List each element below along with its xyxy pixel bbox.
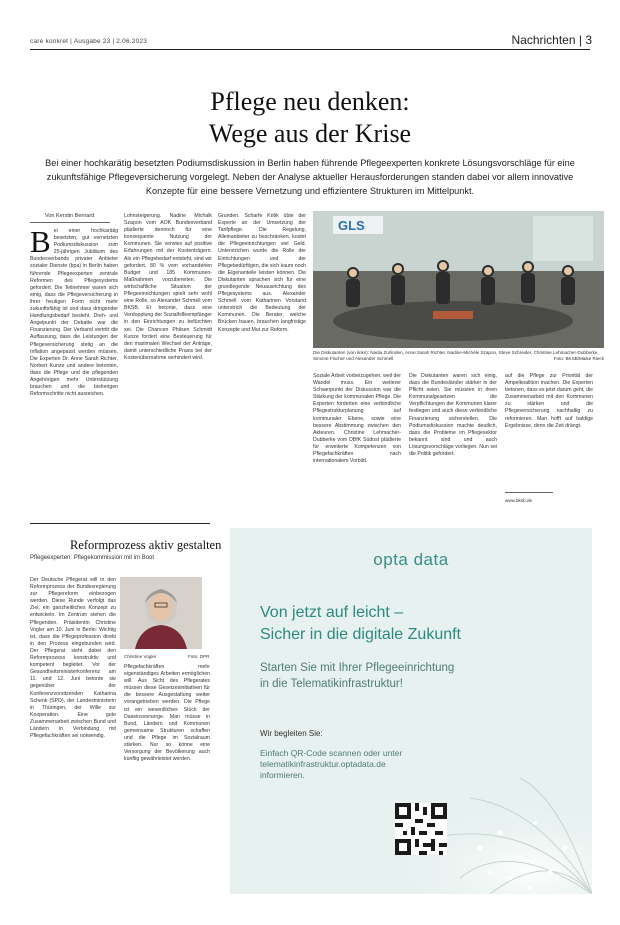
ad-headline-line-2: Sicher in die digitale Zukunft <box>260 626 461 643</box>
header-rule <box>30 49 590 50</box>
podium-photo <box>313 211 604 348</box>
drop-cap: B <box>30 228 51 259</box>
title-line-2: Wege aus der Krise <box>208 119 412 148</box>
article-lead: Bei einer hochkarätig besetzten Podiumsdiskussion in Berlin haben führende Pflegeexperten konkrete Lösungsvorschläge für eine zukunftsfähige Pflegeversicherung vorgelegt. Neben der Analyse aktueller Herausforderungen standen dabei vor allem innovative Konzepte für eine bessere Vernetzung und effizientere Strukturen im Mittelpunkt. <box>45 158 575 196</box>
ad-cta-text <box>260 748 402 781</box>
portrait-image <box>120 577 202 649</box>
ad-subline-line-2: in die Telematikinfrastruktur! <box>260 678 403 690</box>
portrait-caption: Christine Vogler <box>124 654 157 659</box>
article-column-1 <box>30 228 118 525</box>
sidebar-lead: Pflegeexperten: Pflegekommission mit im Boot <box>30 555 155 561</box>
ad-subline-line-1: Starten Sie mit Ihrer Pflegeeinrichtung <box>260 662 455 674</box>
ad-cta-url[interactable]: telematikinfrastruktur.optadata.de <box>260 759 386 769</box>
portrait-credit: Foto: DPR <box>188 654 210 659</box>
podium-photo-image <box>313 211 604 348</box>
portrait-photo <box>120 577 202 649</box>
article-column-2: Lohnsteigerung. Nadine Michalk Szapon vom AOK Bundesverband plädierte dennoch für eine konsequente Nutzung der Kommunen. Sie verwies auf positive Erfahrungen mit der Kostenträgern. Als ein Pflegebedarf entsteht, sind wir gefordert, 80 % vom vorhandenen Budget und 185 Kommunen-Maßnahmen vorzubereiten. Die wirtschaftliche Situation der Pflegeeinrichtungen spielt sehr wohl eine Rolle, so Alexander Schmell vom BKSB. Er betonte, dass eine Verdopplung der Sozialhilfeempfänger in den Einrichtungen zu befürchten sei. Die Chancen Philsen Schmidt Kunze fordert eine Besteuerung für den maximalen Wechsel der Anträge, damit unterschiedliche Praxis bei der Kostenübernahme verhindert wird. <box>124 213 212 361</box>
sidebar-title: Reformprozess aktiv gestalten <box>70 538 222 552</box>
ad-headline <box>260 602 461 646</box>
sidebar-column-2: Pflegefachkräften mehr eigenständiges Arbeiten ermöglichen will. Aus Sicht des Pflegerates müssen diese Gesetzesinitiativen für die bessere Ausgestaltung weiter vorangetrieben werden. Die Pflege ist ein wesentliches Stück der Daseinsvorsorge. Man müsse in Bund, Ländern und Kommunen gemeinsame Strukturen schaffen und die Pflege im Sozialraum stärken. Nur so könne eine Versorgung der Bevölkerung auch künftig gewährleistet werden. <box>124 664 210 763</box>
article-column-5: Die Diskutanten waren sich einig, dass die Bundesländer stärker in der Pflicht seien. Sie müssten in ihren Kommunalgesetzen die Verpflichtungen der Kommunen klarer festlegen und auch diese verbindliche Finanzierung sicherstellen. Die Podiumsdiskussion machte deutlich, dass die Probleme im Pflegesektor bekannt sind und auch Lösungsvorschläge vorliegen. Nun sei die Politik gefordert. <box>409 373 497 458</box>
ad-headline-line-1: Von jetzt auf leicht – <box>260 604 404 621</box>
qr-code-image <box>395 803 447 855</box>
byline-rule <box>30 222 110 223</box>
byline: Von Kerstin Bernard <box>45 213 95 219</box>
opta-data-advertisement[interactable] <box>230 528 592 894</box>
column-1-text: ei einer hochkarätig besetzten, gut vernetzten Podiumsdiskussion zum 25-jährigen Jubiläum des Bundesverbands privater Anbieter sozialer Dienste (bpa) in Berlin haben führende Pflegeexperten zentrale Reformen des Pflegesystems gefordert. Die Teilnehmer waren sich einig, dass die Pflegeversicherung in ihrer heutigen Form nicht mehr zukunftsfähig ist und dass dringender Handlungsbedarf besteht. Dreh- und Angelpunkt der Debatte war die Finanzierung. Der Verband vertritt die Auffassung, dass die Leistungen der Pflegeversicherung stetig an die Inflation angepasst werden müssen. Die Experten Dr. Anne Sarah Richter, Norbert Kunze und andere betonten, dass die Pflege und die pflegenden Angehörigen mehr Unterstützung brauchen und die bisherigen Reformschritte nicht ausreichen. <box>30 228 118 398</box>
article-column-4: Soziale Arbeit vorbeizugehen, weil der Wandel muss. Ein weiterer Schwerpunkt der Diskussion war die Stärkung der kommunalen Pflege. Die Experten forderten eine verbindliche Pflegestrukturplanung auf kommunaler Ebene, sowie eine bessere Abstimmung zwischen den Akteuren. Christine Lehmacher-Dubberke vom DBfK Südost plädierte für erweiterte Kompetenzen von Pflegefachkräften nach internationalem Vorbild. <box>313 373 401 465</box>
section-divider <box>30 523 210 524</box>
section-page-number: Nachrichten | 3 <box>511 33 592 47</box>
website-link[interactable]: www.bksb.de <box>505 498 533 503</box>
photo-caption <box>313 350 604 362</box>
opta-data-logo: opta data <box>373 550 449 569</box>
end-rule <box>505 492 553 493</box>
article-column-3: Grunden. Scharfe Kritik übte der Experte an der Umsetzung der Tarifpflege. Die Regelung, Alleinanbieter zu beschränken, kostet die Pflegeeinrichtungen viel Geld. Unterstrichen wurde die Rolle der Einrichtungen und der Pflegebedürftigen, die sich kaum noch die Eigenanteile leisten können. Die Diskutanten sprachen sich für eine grundlegende Neuausrichtung des Pflegesystems aus. Alexander Schmell vom Katharinen Vorstand unterstrich die Bedeutung der Kommunen. Die Berater, welche Brücken bauen, brauchen langfristige Konzepte und Mut zur Reform. <box>218 213 306 333</box>
sidebar-column-1: Der Deutsche Pflegerat will in den Reformprozess der Bundesregierung zur Pflegereform einbezogen werden. Diese Runde verfolgt das Ziel, ein ganzheitliches Konzept zu entwickeln. Im Zentrum stehen die Pflegenden. Präsidentin Christine Vogler am 10. Juni in Berlin: Wichtig ist, dass die Pflegeprofession direkt in den Prozess eingebunden wird. Der Pflegerat sieht dabei den Reformprozess konstruktiv und kompetent begleitet. Vor der Gesundheitsministerkonferenz am 11. und 12. Juni betonte sie gegenüber der Konferenzvorsitzenden Katharina Schenk (SPD), der Landesministerin in Thüringen, der Wille zur Kooperation. Eine gute Zusammenarbeit zwischen Bund und Ländern in Verbindung mit Pflegefachkräften sei notwendig. <box>30 577 116 740</box>
article-title <box>0 86 620 150</box>
ad-support-label: Wir begleiten Sie: <box>260 729 323 738</box>
issue-info: care konkret | Ausgabe 23 | 2.06.2023 <box>30 38 148 45</box>
svg-text:GLS: GLS <box>338 218 365 233</box>
title-line-1: Pflege neu denken: <box>210 87 410 116</box>
ad-cta-line-3: informieren. <box>260 770 305 780</box>
article-column-6: auf die Pflege zur Priorität der Ampelkoalition machen. Die Experten betonen, dass es jetzt darum geht, die Zusammenarbeit mit den Kommunen zu stärken und die Pflegeversicherung nachhaltig zu reformieren. Man hofft auf baldige Ergebnisse, denn die Zeit drängt. <box>505 373 593 429</box>
photo-caption-text: Die Diskutanten (von links): Nadia Zurlinden, Anne Sarah Richter, Nadine-Michèle Szapon, Steve Schreider, Christine Lehmacher-Dubberke, Simone Fischer und Alexander Schmell. <box>313 350 599 361</box>
ad-subline <box>260 660 454 692</box>
qr-code[interactable] <box>395 803 447 855</box>
photo-credit: Foto: BKSB/Maike Rieck <box>553 356 604 361</box>
ad-cta-line-1: Einfach QR-Code scannen oder unter <box>260 748 403 758</box>
